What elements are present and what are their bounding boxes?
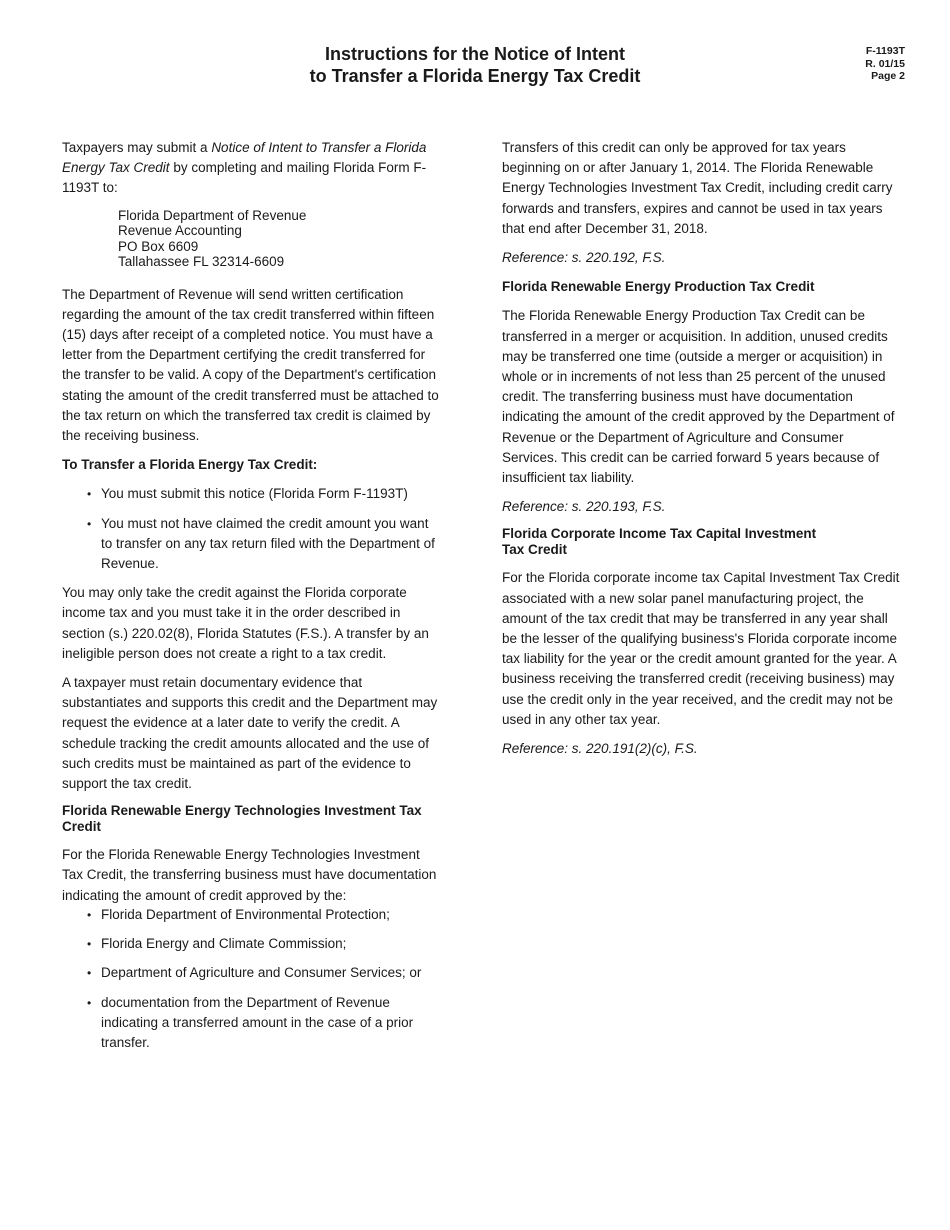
renewable-investment-paragraph: For the Florida Renewable Energy Technologies Investment Tax Credit, the transferring business must have documentation indicating the amount of credit approved by the:	[62, 847, 437, 903]
list-item: • documentation from the Department of Revenue indicating a transferred amount in the case of a prior transfer.	[62, 993, 442, 1054]
capital-investment-heading	[502, 526, 902, 558]
certification-paragraph: The Department of Revenue will send written certification regarding the amount of the tax credit transferred within fifteen (15) days after receipt of a completed notice. You must have a letter from the Department certifying the credit transferred for the transfer to be valid. A copy of the Department's certification stating the amount of the credit transferred must be attached to the tax return on which the transferred tax credit is claimed by the receiving business.	[62, 286, 439, 444]
production-credit-paragraph: The Florida Renewable Energy Production Tax Credit can be transferred in a merger or acquisition. In addition, unused credits may be transferred one time (outside a merger or acquisition) in whole or in increments of not less than 25 percent of the unused credit. The transferring business must have documentation indicating the amount of the credit approved by the Department of Revenue or the Department of Agriculture and Consumer Services. This credit can be carried forward 5 years because of insufficient tax liability.	[502, 308, 895, 486]
title-line-1: Instructions for the Notice of Intent	[325, 44, 625, 64]
reference-220-192: Reference: s. 220.192, F.S.	[502, 250, 666, 266]
list-item: • Florida Department of Environmental Protection;	[62, 905, 442, 925]
production-credit-heading: Florida Renewable Energy Production Tax Credit	[502, 279, 815, 295]
list-item: • You must not have claimed the credit amount you want to transfer on any tax return filed with the Department of Revenue.	[62, 514, 442, 575]
transfer-heading: To Transfer a Florida Energy Tax Credit:	[62, 457, 318, 473]
form-number: F-1193T	[865, 45, 905, 57]
left-column	[62, 138, 442, 1062]
evidence-paragraph: A taxpayer must retain documentary evidence that substantiates and supports this credit and the Department may request the evidence at a later date to verify the credit. A schedule tracking the credit amounts allocated and the use of such credits must be maintained as part of the evidence to support the tax credit.	[62, 675, 438, 792]
address-line: Florida Department of Revenue	[118, 207, 307, 223]
intro-paragraph: Taxpayers may submit a Notice of Intent to Transfer a Florida Energy Tax Credit by completing and mailing Florida Form F-1193T to:	[62, 140, 427, 196]
title-line-2: to Transfer a Florida Energy Tax Credit	[309, 66, 641, 86]
capital-investment-paragraph: For the Florida corporate income tax Capital Investment Tax Credit associated with a new solar panel manufacturing project, the amount of the tax credit that may be transferred in any year shall be the lesser of the qualifying business's Florida corporate income tax liability for the year or the credit amount granted for the year. A business receiving the transferred credit (receiving business) may use the credit only in the year received, and the credit may not be used in any other tax year.	[502, 570, 900, 727]
page-number: Page 2	[871, 70, 905, 82]
list-item: • You must submit this notice (Florida Form F-1193T)	[62, 484, 442, 504]
capital-heading-line-1: Florida Corporate Income Tax Capital Investment	[502, 526, 817, 542]
right-column	[502, 138, 902, 768]
reference-220-193: Reference: s. 220.193, F.S.	[502, 499, 666, 515]
address-line: PO Box 6609	[118, 238, 199, 254]
form-revision: R. 01/15	[865, 57, 905, 70]
address-line: Tallahassee FL 32314-6609	[118, 254, 285, 270]
mailing-address	[118, 208, 442, 270]
renewable-investment-heading: Florida Renewable Energy Technologies Investment Tax Credit	[62, 803, 422, 835]
transfer-requirements-list	[62, 484, 442, 574]
reference-220-191: Reference: s. 220.191(2)(c), F.S.	[502, 741, 698, 757]
list-item: • Florida Energy and Climate Commission;	[62, 934, 442, 954]
form-identifier	[865, 45, 905, 83]
address-line: Revenue Accounting	[118, 223, 242, 239]
page-title	[0, 43, 950, 87]
order-paragraph: You may only take the credit against the Florida corporate income tax and you must take it in the order described in section (s.) 220.02(8), Florida Statutes (F.S.). A transfer by an ineligible person does not create a right to a tax credit.	[62, 585, 429, 661]
capital-heading-line-2: Tax Credit	[502, 542, 568, 558]
form-name-italic: Notice of Intent to Transfer a Florida Energy Tax Credit	[62, 140, 427, 176]
approving-agencies-list	[62, 905, 442, 1053]
list-item: • Department of Agriculture and Consumer Services; or	[62, 963, 442, 983]
transfers-paragraph: Transfers of this credit can only be approved for tax years beginning on or after January 1, 2014. The Florida Renewable Energy Technologies Investment Tax Credit, including credit carry forwards and transfers, expires and cannot be used in tax years that end after December 31, 2018.	[502, 140, 893, 236]
